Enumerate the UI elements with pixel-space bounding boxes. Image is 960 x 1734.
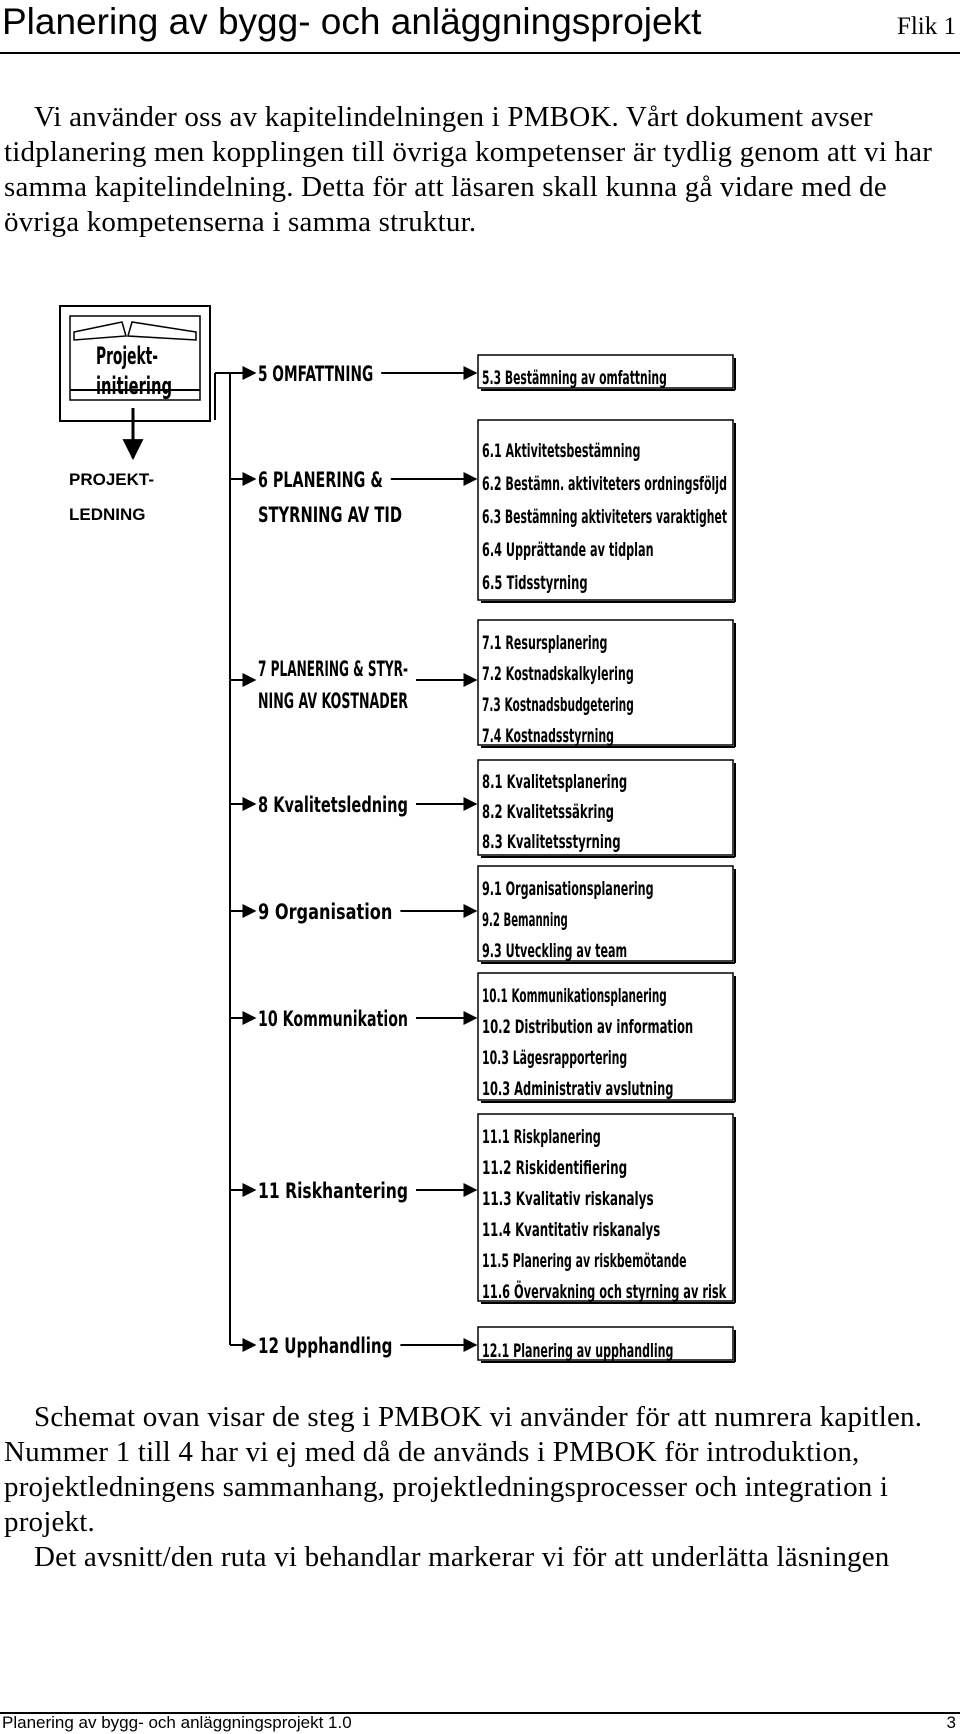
ledning-label-1: PROJEKT- (69, 470, 155, 489)
subsection-item: 10.3 Administrativ avslutning (482, 1078, 674, 1100)
initiation-label-2: initiering (96, 372, 172, 400)
subsection-item: 5.3 Bestämning av omfattning (482, 367, 667, 389)
chapter-label: 8 Kvalitetsledning (258, 793, 408, 817)
ledning-label-2: LEDNING (69, 505, 146, 524)
subsection-item: 11.1 Riskplanering (482, 1126, 601, 1148)
subsection-item: 6.5 Tidsstyrning (482, 572, 588, 594)
chapter-label: 6 PLANERING & (258, 468, 383, 492)
subsection-item: 6.3 Bestämning aktiviteters varaktighet (482, 506, 727, 528)
chapter-node (230, 1327, 735, 1362)
subsection-item: 8.3 Kvalitetsstyrning (482, 831, 621, 853)
initiation-label-1: Projekt- (96, 342, 158, 370)
subsection-item: 9.1 Organisationsplanering (482, 878, 654, 900)
subsection-item: 12.1 Planering av upphandling (482, 1340, 674, 1362)
ledning-node (69, 470, 154, 524)
chapter-node (230, 866, 735, 963)
subsection-item: 9.2 Bemanning (482, 909, 568, 931)
chapter-label: 12 Upphandling (258, 1334, 393, 1358)
bottom-text (4, 1400, 954, 1575)
subsection-item: 11.6 Övervakning och styrning av risk (482, 1281, 890, 1303)
subsection-item: 7.1 Resursplanering (482, 632, 608, 654)
subsection-item: 11.3 Kvalitativ riskanalys (482, 1188, 654, 1210)
chapter-label: NING AV KOSTNADER (258, 689, 408, 713)
subsection-item: 11.5 Planering av riskbemötande (482, 1250, 687, 1272)
chapter-node (230, 973, 735, 1102)
subsection-item: 8.1 Kvalitetsplanering (482, 771, 628, 793)
subsection-item: 6.1 Aktivitetsbestämning (482, 440, 641, 462)
subsection-item: 7.4 Kostnadsstyrning (482, 725, 614, 747)
tab-label: Flik 1 (896, 13, 956, 40)
footer-title: Planering av bygg- och anläggningsprojekt 1.0 (2, 1713, 352, 1732)
subsection-item: 11.4 Kvantitativ riskanalys (482, 1219, 661, 1241)
subsection-item: 7.2 Kostnadskalkylering (482, 663, 634, 685)
page-number: 3 (946, 1713, 956, 1732)
subsection-item: 9.3 Utveckling av team (482, 940, 628, 962)
chapter-label: 10 Kommunikation (258, 1007, 408, 1031)
chapter-label: 5 OMFATTNING (258, 362, 374, 386)
intro-paragraph: Vi använder oss av kapitelindelningen i PMBOK. Vårt dokument avser tidplanering men kopplingen till övriga kompetenser är tydlig genom att vi har samma kapitelindelning. Detta för att läsaren skall kunna gå vidare med de övriga kompetenserna i samma struktur. (4, 101, 933, 238)
bottom-paragraph-2: Det avsnitt/den ruta vi behandlar markerar vi för att underlätta läsningen (34, 1541, 890, 1573)
subsection-item: 10.3 Lägesrapportering (482, 1047, 628, 1069)
chapter-node (230, 620, 735, 747)
chapter-label: STYRNING AV TID (258, 503, 402, 527)
subsection-item: 10.2 Distribution av information (482, 1016, 694, 1038)
chapter-node (230, 1114, 890, 1303)
chapter-node (230, 420, 735, 602)
subsection-item: 6.4 Upprättande av tidplan (482, 539, 654, 561)
page-header-title: Planering av bygg- och anläggningsprojekt (2, 1, 702, 42)
chapter-label: 11 Riskhantering (258, 1179, 408, 1203)
chapter-node (230, 355, 735, 390)
subsection-item: 10.1 Kommunikationsplanering (482, 985, 667, 1007)
chapter-label: 7 PLANERING & STYR- (258, 657, 408, 681)
subsection-item: 7.3 Kostnadsbudgetering (482, 694, 634, 716)
bottom-paragraph-1: Schemat ovan visar de steg i PMBOK vi använder för att numrera kapitlen. Nummer 1 till 4 har vi ej med då de används i PMBOK för introduktion, projektledningens sammanhang, projektledningsprocesser och integration i projekt. (4, 1401, 923, 1538)
chapter-node (230, 760, 735, 857)
project-initiation-node (60, 306, 210, 421)
subsection-item: 11.2 Riskidentifiering (482, 1157, 628, 1179)
subsection-item: 8.2 Kvalitetssäkring (482, 801, 614, 823)
chapter-label: 9 Organisation (258, 900, 393, 924)
subsection-item: 6.2 Bestämn. aktiviteters ordningsföljd (482, 473, 727, 495)
